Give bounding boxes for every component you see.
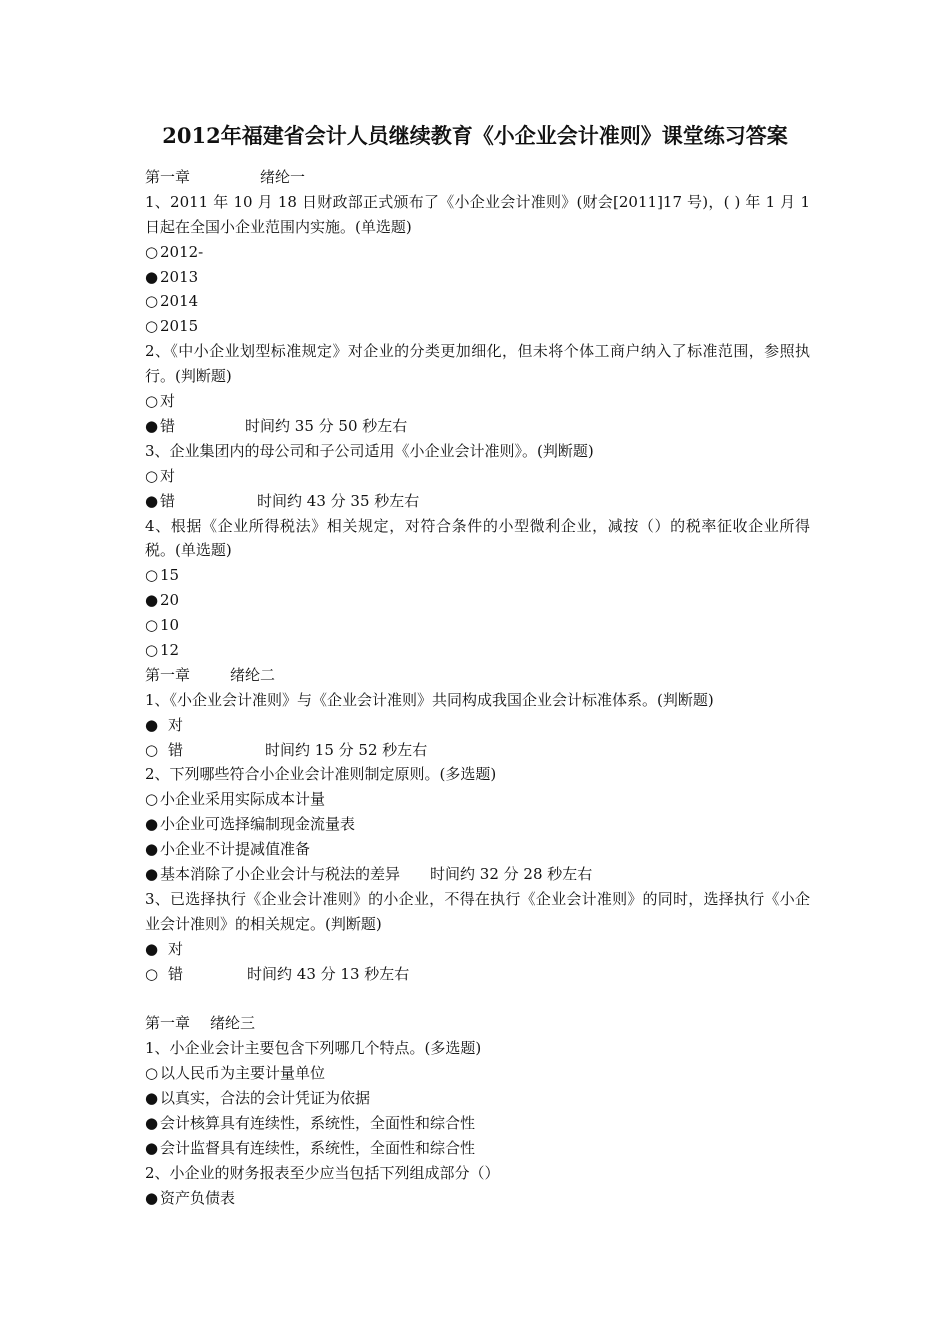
option-label: 小企业可选择编制现金流量表 (160, 815, 356, 834)
option-label: 2012- (160, 242, 204, 261)
question-text: 3、企业集团内的母公司和子公司适用《小企业会计准则》。(判断题) (145, 441, 594, 460)
unselected-radio-icon: ○ (145, 964, 159, 983)
option-item (145, 812, 810, 837)
option-label: 20 (160, 591, 180, 610)
unselected-radio-icon: ○ (145, 466, 159, 485)
option-label: 错 (168, 964, 184, 983)
question-text: 2、下列哪些符合小企业会计准则制定原则。(多选题) (145, 765, 497, 784)
option-item (145, 414, 810, 439)
unselected-radio-icon: ○ (145, 790, 159, 809)
option-label: 2014 (160, 292, 199, 311)
time-note: 时间约 15 分 52 秒左右 (265, 740, 428, 759)
unselected-radio-icon: ○ (145, 317, 159, 336)
selected-radio-icon: ● (145, 1089, 159, 1108)
section-heading (145, 663, 810, 688)
section-heading (145, 165, 810, 190)
unselected-radio-icon: ○ (145, 566, 159, 585)
question-text: 1、《小企业会计准则》与《企业会计准则》共同构成我国企业会计标准体系。(判断题) (145, 690, 714, 709)
document-title: 2012年福建省会计人员继续教育《小企业会计准则》课堂练习答案 (162, 123, 788, 148)
option-label: 对 (168, 715, 184, 734)
option-item (145, 240, 810, 265)
option-item (145, 1086, 810, 1111)
option-item (145, 563, 810, 588)
option-item (145, 1111, 810, 1136)
section-name: 绪纶一 (260, 168, 306, 186)
selected-radio-icon: ● (145, 1113, 159, 1132)
option-item (145, 738, 810, 763)
option-item (145, 787, 810, 812)
option-item (145, 389, 810, 414)
option-item (145, 588, 810, 613)
selected-radio-icon: ● (145, 1188, 159, 1207)
option-item (145, 489, 810, 514)
option-label: 错 (168, 740, 184, 759)
option-item (145, 962, 810, 987)
unselected-radio-icon: ○ (145, 242, 159, 261)
option-label: 对 (168, 939, 184, 958)
option-item (145, 1061, 810, 1086)
time-note: 时间约 32 分 28 秒左右 (430, 865, 593, 884)
unselected-radio-icon: ○ (145, 1064, 159, 1083)
option-item (145, 862, 810, 887)
question-text: 4、根据《企业所得税法》相关规定，对符合条件的小型微利企业，减按（）的税率征收企业所得税。(单选题) (145, 516, 810, 560)
option-label: 以真实，合法的会计凭证为依据 (160, 1089, 371, 1108)
option-item (145, 265, 810, 290)
section-heading (145, 1011, 810, 1036)
question-text: 1、小企业会计主要包含下列哪几个特点。(多选题) (145, 1039, 482, 1058)
unselected-radio-icon: ○ (145, 616, 159, 635)
unselected-radio-icon: ○ (145, 740, 159, 759)
option-item (145, 1186, 810, 1211)
unselected-radio-icon: ○ (145, 292, 159, 311)
time-note: 时间约 43 分 35 秒左右 (257, 491, 420, 510)
option-item (145, 837, 810, 862)
option-label: 2013 (160, 267, 199, 286)
option-item (145, 638, 810, 663)
unselected-radio-icon: ○ (145, 392, 159, 411)
selected-radio-icon: ● (145, 939, 159, 958)
option-item (145, 713, 810, 738)
question-text: 2、《中小企业划型标准规定》对企业的分类更加细化，但未将个体工商户纳入了标准范围，参照执行。(判断题) (145, 342, 810, 386)
option-label: 10 (160, 616, 180, 635)
option-label: 资产负债表 (160, 1188, 236, 1207)
selected-radio-icon: ● (145, 591, 159, 610)
section-name: 绪纶二 (230, 665, 276, 684)
question-text: 3、已选择执行《企业会计准则》的小企业，不得在执行《企业会计准则》的同时，选择执行《小企业会计准则》的相关规定。(判断题) (145, 889, 810, 933)
option-label: 以人民币为主要计量单位 (160, 1064, 326, 1083)
option-item (145, 937, 810, 962)
option-label: 12 (160, 641, 180, 660)
time-note: 时间约 35 分 50 秒左右 (245, 416, 408, 435)
blank-line (145, 987, 810, 1012)
document-body (145, 165, 810, 1211)
selected-radio-icon: ● (145, 491, 159, 510)
option-item (145, 289, 810, 314)
option-label: 对 (160, 392, 176, 411)
selected-radio-icon: ● (145, 715, 159, 734)
option-label: 2015 (160, 317, 199, 336)
option-label: 错 (160, 416, 176, 435)
question-text: 1、2011 年 10 月 18 日财政部正式颁布了《小企业会计准则》(财会[2011]17 号)，( ) 年 1 月 1 日起在全国小企业范围内实施。(单选题) (145, 192, 810, 236)
option-label: 小企业不计提减值准备 (160, 840, 311, 859)
option-label: 对 (160, 466, 176, 485)
selected-radio-icon: ● (145, 1138, 159, 1157)
option-label: 错 (160, 491, 176, 510)
selected-radio-icon: ● (145, 840, 159, 859)
time-note: 时间约 43 分 13 秒左右 (247, 964, 410, 983)
option-label: 小企业采用实际成本计量 (160, 790, 326, 809)
unselected-radio-icon: ○ (145, 641, 159, 660)
option-label: 15 (160, 566, 180, 585)
selected-radio-icon: ● (145, 815, 159, 834)
chapter-label: 第一章 (145, 1014, 191, 1033)
option-label: 会计核算具有连续性，系统性，全面性和综合性 (160, 1113, 476, 1132)
chapter-label: 第一章 (145, 665, 191, 684)
option-item (145, 1136, 810, 1161)
option-label: 会计监督具有连续性，系统性，全面性和综合性 (160, 1138, 476, 1157)
option-item (145, 613, 810, 638)
selected-radio-icon: ● (145, 267, 159, 286)
section-name: 绪纶三 (210, 1014, 256, 1033)
chapter-label: 第一章 (145, 168, 191, 186)
question-text: 2、小企业的财务报表至少应当包括下列组成部分（） (145, 1163, 500, 1182)
option-label: 基本消除了小企业会计与税法的差异 (160, 865, 401, 884)
option-item (145, 464, 810, 489)
selected-radio-icon: ● (145, 416, 159, 435)
selected-radio-icon: ● (145, 865, 159, 884)
option-item (145, 314, 810, 339)
